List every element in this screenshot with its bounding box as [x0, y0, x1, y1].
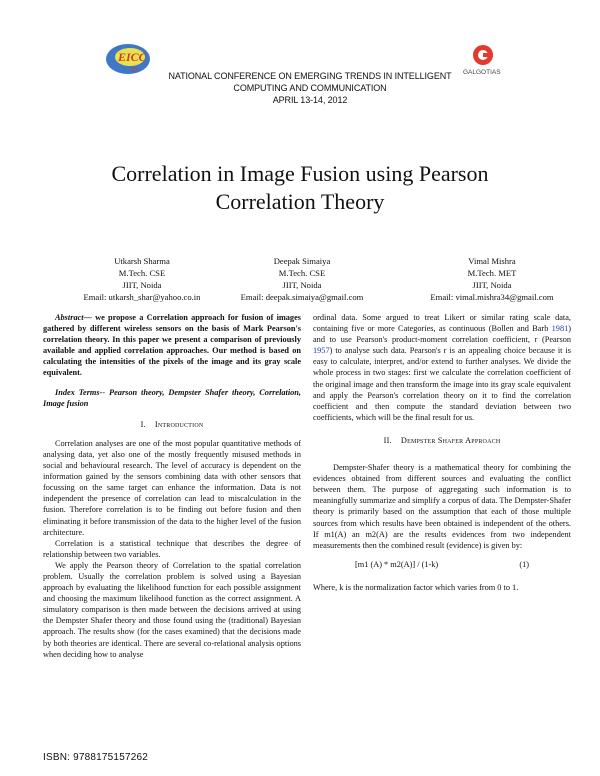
citation-link[interactable]: 1981 [551, 324, 569, 334]
author-email: Email: deepak.simaiya@gmail.com [240, 292, 364, 302]
section-heading-dempster-shafer [313, 435, 571, 446]
section-number: II. [383, 435, 392, 445]
intro-continuation-text: ) and to use Pearson's product-moment correlation coefficient, r (Pearson [313, 324, 571, 345]
conference-title [140, 70, 480, 106]
abstract-lead: Abstract— [55, 313, 92, 322]
isbn-footer: ISBN: 9788175157262 [43, 752, 148, 763]
conference-line-2: COMPUTING AND COMMUNICATION [233, 83, 387, 93]
svg-text:GALGOTIAS: GALGOTIAS [463, 69, 501, 76]
right-column [313, 312, 571, 593]
author-name: Utkarsh Sharma [114, 256, 170, 266]
paper-title-line-2: Correlation Theory [215, 189, 385, 214]
equation-body: [m1 (A) * m2(A)] / (1-k) [355, 559, 439, 569]
svg-text:'12: '12 [130, 68, 138, 74]
section-heading-introduction [43, 419, 301, 430]
equation-explanation: Where, k is the normalization factor which varies from 0 to 1. [313, 582, 519, 592]
dempster-shafer-paragraph: Dempster-Shafer theory is a mathematical theory for combining the evidences obtained from different sources and evaluating the conflict between them. The purpose of aggregating such information is to meaningfully summarize and simplify a corpus of data. The Dempster-Shafer theory is primarily based on the assumption that each of those multiple sources from which results have been obtained is independent of the others. If m1(A) an m2(A) are the results evidences from two independent measurements then the combined result (evidence) is given by: [313, 463, 571, 550]
citation-link[interactable]: 1957 [313, 346, 330, 356]
intro-continuation [313, 312, 571, 423]
author-affiliation: JIIT, Noida [122, 280, 162, 290]
author-email: Email: utkarsh_shar@yahoo.co.in [83, 292, 201, 302]
author-email: Email: vimal.mishra34@gmail.com [430, 292, 554, 302]
author-affiliation: JIIT, Noida [472, 280, 512, 290]
paper-title [60, 160, 540, 216]
index-terms: Index Terms-- Pearson theory, Dempster Shafer theory, Correlation, Image fusion [43, 387, 301, 408]
intro-paragraph-2: Correlation is a statistical technique that describes the degree of relationship between two variables. [43, 538, 301, 559]
svg-text:EICC: EICC [118, 50, 147, 64]
abstract [43, 312, 301, 379]
intro-continuation-text: ordinal data. Some argued to treat Likert or similar rating scale data, containing five or more Categories, as continuous (Bollen and Barb [313, 313, 571, 334]
author-affiliation: JIIT, Noida [282, 280, 322, 290]
equation-1 [313, 559, 571, 570]
section-number: I. [140, 419, 146, 429]
author-block [202, 255, 402, 303]
author-name: Deepak Simaiya [273, 256, 331, 266]
author-degree: M.Tech. CSE [278, 268, 326, 278]
section-title: Introduction [154, 419, 204, 429]
conference-line-1: NATIONAL CONFERENCE ON EMERGING TRENDS IN INTELLIGENT [168, 71, 452, 81]
author-degree: M.Tech. MET [467, 268, 517, 278]
paper-title-line-1: Correlation in Image Fusion using Pearson [111, 161, 489, 186]
intro-paragraph-3: We apply the Pearson theory of Correlation to the spatial correlation problem. Usually the correlation problem is solved using a Bayesian approach by evaluating the likelihood function for each possible assignment and choosing the maximum likelihood function as the correct assignment. A simulatory comparison is then made between the decisions arrived at using the Dempster Shafer theory and those found using the (traditional) Bayesian approach. The results show (for the cases examined) that the decisions made by both theories are identical. There are several co-relational analysis options when deciding how to analyse [43, 560, 301, 659]
author-degree: M.Tech. CSE [118, 268, 166, 278]
section-title: Dempster Shafer Approach [400, 435, 501, 445]
conference-date: APRIL 13-14, 2012 [272, 95, 348, 105]
author-name: Vimal Mishra [468, 256, 516, 266]
intro-paragraph-1: Correlation analyses are one of the most popular quantitative methods of analysing data, yet also one of the mostly frequently misused methods in social and behavioural research. The level of accuracy is dependent on the information gained by the sensors combining data with other sensors that focussing on the same target can enhance the information. Data is not independent the presence of correlation can lead to miscalculation in the fusion. Therefore correlation is to be finding out before fusion and then eliminating it before transmission of the data to the higher level of the fusion architecture. [43, 438, 301, 537]
conference-header [0, 0, 600, 120]
author-block [392, 255, 592, 303]
abstract-text: we propose a Correlation approach for fusion of images gathered by different wireless sensors on the basis of Mark Pearson's correlation theory. In this paper we present a comparison of previously available and applied correlation approaches. Our method is based on calculating the intensities of the pixels of the image and its gray scale equivalent. [43, 313, 301, 378]
intro-continuation-text: ) to analyse such data. Pearson's r is an appealing choice because it is easy to calculate, interpret, and/or extend to further analyses. We divide the whole process in two stages: first we calculate the correlation coefficient of the original image and then transform the image into its gray scale equivalent and apply the Pearson's correlation theory on it to find the correlation coefficient and then compute the standard deviation between two coefficients, which will be the final result for us. [313, 346, 571, 422]
left-column [43, 312, 301, 660]
equation-number: (1) [519, 559, 529, 569]
